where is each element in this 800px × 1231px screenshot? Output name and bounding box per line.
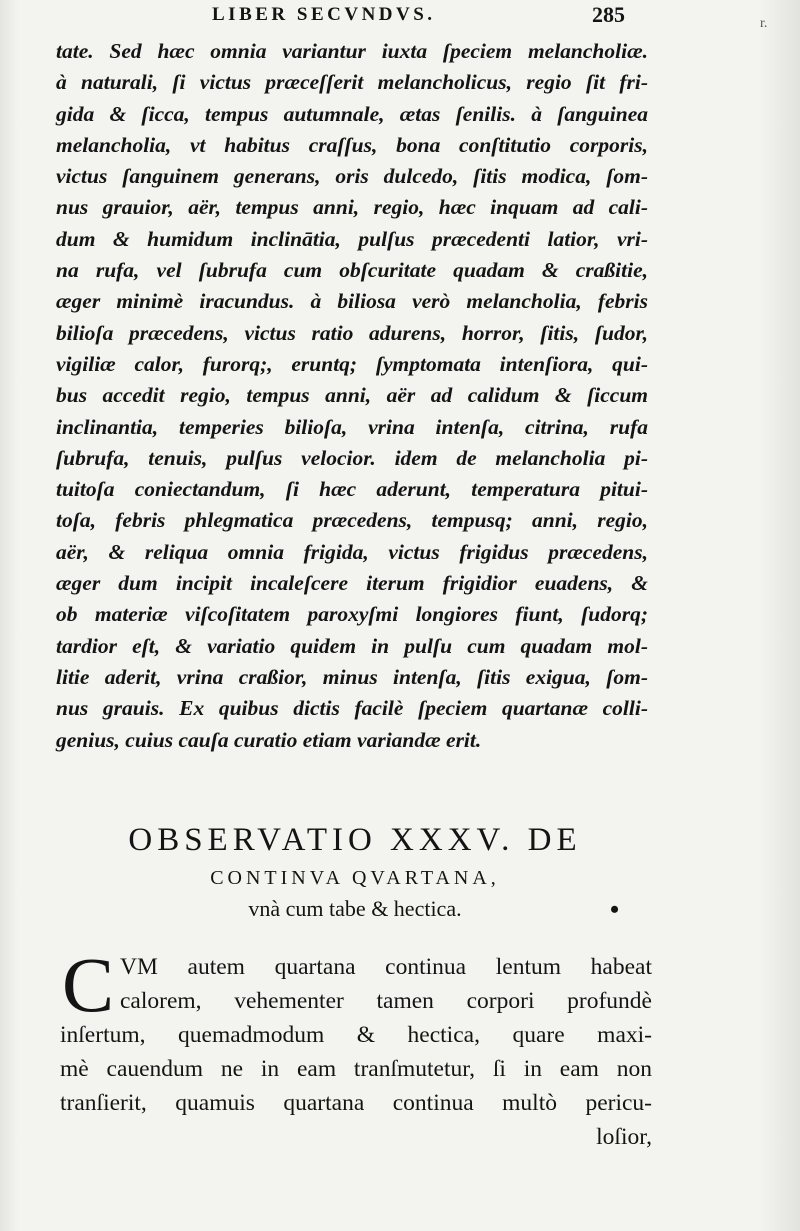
text-line: bilioſa præcedens, victus ratio adurens, horror, ſitis, ſudor,: [56, 320, 648, 345]
observation-subtitle: CONTINVA QVARTANA,: [210, 867, 500, 889]
observation-title: OBSERVATIO XXXV. DE: [128, 822, 582, 858]
text-line: loſior,: [596, 1124, 652, 1150]
text-line: tardior eſt, & variatio quidem in pulſu cum quadam mol-: [56, 633, 648, 658]
text-line: nus grauior, aër, tempus anni, regio, hæc inquam ad cali-: [56, 195, 648, 220]
drop-cap: C: [62, 941, 115, 1028]
running-head: LIBER SECVNDVS.: [212, 4, 436, 25]
text-line: bus accedit regio, tempus anni, aër ad calidum & ſiccum: [56, 383, 648, 408]
text-line: melancholia, vt habitus craſſus, bona conſtitutio corporis,: [56, 132, 648, 157]
text-line: mè cauendum ne in eam tranſmutetur, ſi in eam non: [60, 1056, 652, 1082]
printer-mark: •: [610, 895, 620, 924]
text-line: ob materiæ viſcoſitatem paroxyſmi longiores fiunt, ſudorq;: [56, 602, 648, 627]
page-header: [200, 4, 640, 30]
text-line: gida & ſicca, tempus autumnale, ætas ſenilis. à ſanguinea: [56, 101, 648, 126]
text-line: dum & humidum inclinātia, pulſus præcedenti latior, vri-: [56, 226, 648, 251]
text-line: tate. Sed hæc omnia variantur iuxta ſpeciem melancholiæ.: [56, 39, 648, 63]
text-line: æger dum incipit incaleſcere iterum frigidior euadens, &: [56, 571, 648, 596]
text-line: calorem, vehementer tamen corpori profundè: [120, 988, 652, 1014]
text-line: nus grauis. Ex quibus dictis facilè ſpeciem quartanæ colli-: [56, 696, 648, 721]
text-line: à naturali, ſi victus præceſſerit melancholicus, regio ſit fri-: [56, 70, 648, 95]
section-heading: [60, 820, 650, 924]
margin-mark: r.: [760, 16, 768, 31]
text-line: inclinantia, temperies bilioſa, vrina intenſa, citrina, rufa: [56, 414, 648, 439]
observation-subtitle-2: vnà cum tabe & hectica.: [248, 896, 462, 921]
text-line: vigiliæ calor, furorq;, eruntq; ſymptomata intenſiora, qui-: [56, 351, 648, 376]
text-line: na rufa, vel ſubrufa cum obſcuritate quadam & craßitie,: [56, 258, 648, 283]
text-line: aër, & reliqua omnia frigida, victus frigidus præcedens,: [56, 539, 648, 564]
roman-text-block: [60, 941, 652, 1154]
text-line: toſa, febris phlegmatica præcedens, tempusq; anni, regio,: [56, 508, 648, 533]
text-line: æger minimè iracundus. à biliosa verò melancholia, febris: [56, 289, 648, 314]
text-line: tranſierit, quamuis quartana continua multò pericu-: [60, 1090, 652, 1116]
italic-text-block: [56, 36, 648, 756]
text-line: victus ſanguinem generans, oris dulcedo, ſitis modica, ſom-: [56, 164, 648, 189]
page-number: 285: [592, 2, 625, 27]
text-line: genius, cuius cauſa curatio etiam variandæ erit.: [56, 727, 482, 752]
text-line: tuitoſa coniectandum, ſi hæc aderunt, temperatura pitui-: [56, 477, 648, 502]
text-line: VM autem quartana continua lentum habeat: [120, 954, 652, 980]
text-line: inſertum, quemadmodum & hectica, quare maxi-: [60, 1022, 652, 1048]
text-line: litie aderit, vrina craßior, minus intenſa, ſitis exigua, ſom-: [56, 664, 648, 689]
text-line: ſubrufa, tenuis, pulſus velocior. idem de melancholia pi-: [56, 445, 648, 470]
